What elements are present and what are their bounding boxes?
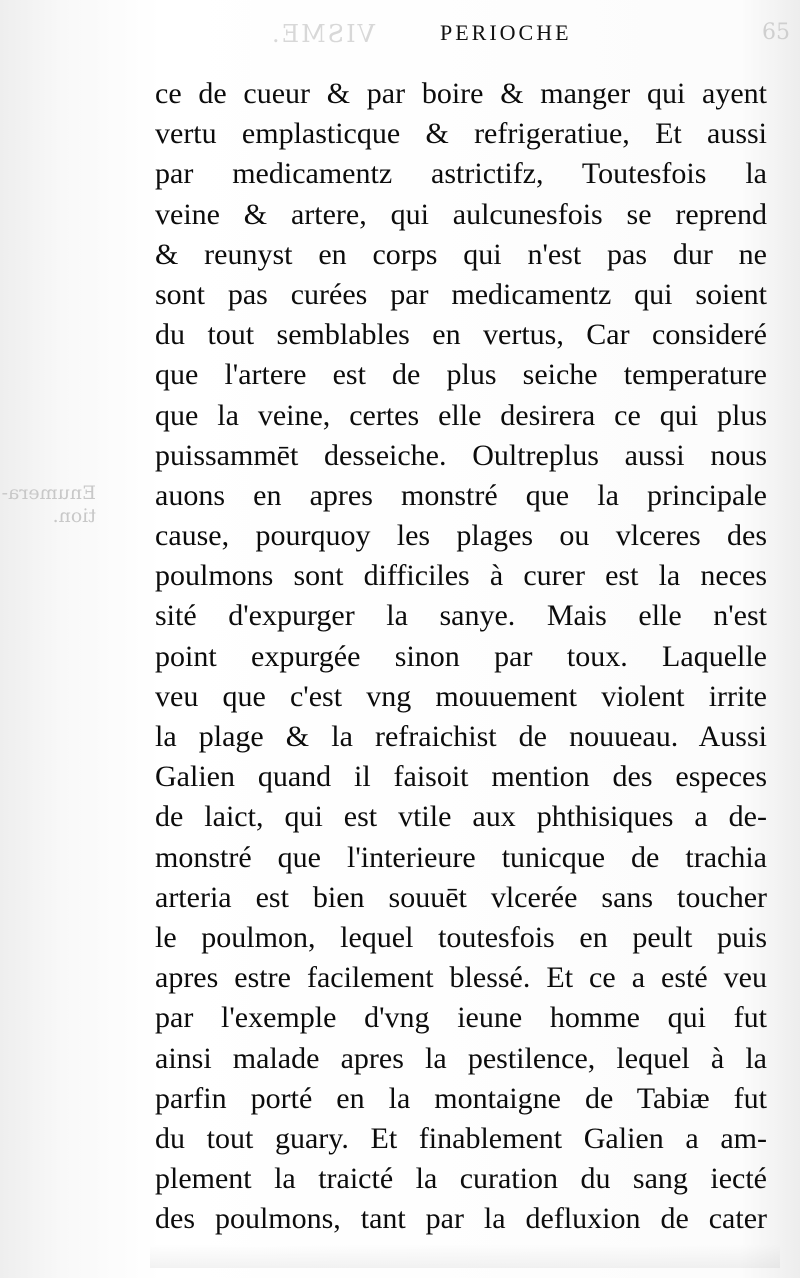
text-line: arteria est bien souuēt vlcerée sans toucher	[155, 880, 767, 914]
text-line: par medicamentz astrictifz, Toutesfois la	[155, 157, 767, 191]
text-line: sont pas curées par medicamentz qui soient	[155, 277, 767, 311]
text-line: cause, pourquoy les plages ou vlceres des	[155, 519, 767, 553]
text-line: de laict, qui est vtile aux phthisiques a de-	[155, 800, 767, 834]
text-line: auons en apres monstré que la principale	[155, 478, 767, 512]
text-line: apres estre facilement blessé. Et ce a esté veu	[155, 961, 767, 995]
text-line: par l'exemple d'vng ieune homme qui fut	[155, 1001, 767, 1035]
text-line: que l'artere est de plus seiche temperature	[155, 358, 767, 392]
text-line: parfin porté en la montaigne de Tabiæ fut	[155, 1081, 767, 1115]
text-line: ce de cueur & par boire & manger qui ayent	[155, 77, 767, 110]
text-line: poulmons sont difficiles à curer est la neces	[155, 559, 767, 593]
bleed-through-header: VISME.	[270, 20, 375, 48]
text-line: Galien quand il faisoit mention des especes	[155, 760, 767, 794]
text-line: du tout semblables en vertus, Car consideré	[155, 318, 767, 352]
text-line: & reunyst en corps qui n'est pas dur ne	[155, 237, 767, 271]
text-line: le poulmon, lequel toutesfois en peult puis	[155, 920, 767, 954]
running-head: PERIOCHE	[440, 20, 572, 45]
text-line: puissammēt desseiche. Oultreplus aussi nous	[155, 438, 767, 472]
text-line: vertu emplasticque & refrigeratiue, Et aussi	[155, 117, 767, 151]
text-line: veine & artere, qui aulcunesfois se reprend	[155, 197, 767, 231]
text-line: veu que c'est vng mouuement violent irrite	[155, 679, 767, 713]
text-line: la plage & la refraichist de nouueau. Aussi	[155, 720, 767, 753]
text-line: point expurgée sinon par toux. Laquelle	[155, 639, 767, 673]
text-line: des poulmons, tant par la defluxion de cater	[155, 1202, 767, 1236]
text-line: que la veine, certes elle desirera ce qui plus	[155, 398, 767, 432]
page-bottom-shadow	[150, 1244, 780, 1268]
text-line: du tout guary. Et finablement Galien a am-	[155, 1121, 767, 1155]
text-line: ainsi malade apres la pestilence, lequel à la	[155, 1041, 767, 1075]
bleed-through-folio: 65	[762, 20, 790, 45]
bleed-through-margin-note: Enumera- tion.	[1, 482, 96, 527]
text-line: plement la traicté la curation du sang iecté	[155, 1162, 767, 1196]
text-line: monstré que l'interieure tunicque de trachia	[155, 840, 767, 874]
text-line: sité d'expurger la sanye. Mais elle n'est	[155, 599, 767, 633]
body-text	[155, 74, 767, 1239]
